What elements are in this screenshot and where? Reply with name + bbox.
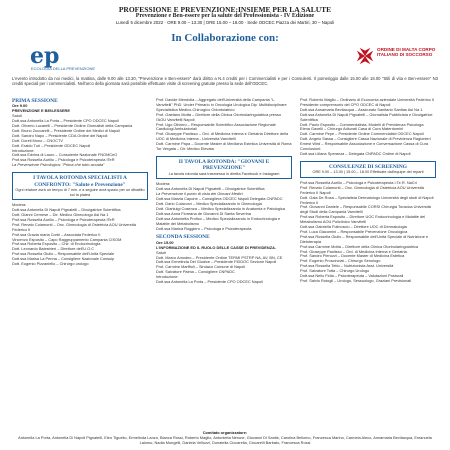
speaker: Dott. Leonardo Balestrieri – Direttore dell'U.O.C — [12, 246, 95, 252]
speaker: Ernest Wird – Responsabile Associazione e Conversazione Cassa di Cura — [300, 141, 429, 147]
ep-logo-subtitle: ECOLOGIA DELLA PREVENZIONE — [31, 66, 96, 71]
intro-paragraph: L'evento introdotto da noi medici, la mattina, dalle 9.00 alle 13.30, "Prevenzione e Ben-essere" darà diritto a N.4 crediti per i Commercialisti e per i Consulenti. Il pomeriggio dalle 15.00 alle 18.00 "Stili di vita e Ben-essere" N3 crediti speciali per i commercialisti. Nell'arco della giornata sarà possibile effettuare visite di screening gratuite presso la sede dell'ODCEC. — [12, 76, 438, 87]
roundtable-1-box — [12, 172, 148, 200]
speaker: Prof. Carmine Marffioli – Sindaco Comune di Napoli — [156, 264, 246, 270]
greetings-label: Saluti — [12, 113, 22, 119]
speaker: Elena Gavelli – Chirurgo Adiuvati Casa di Cura Materdomini — [300, 126, 404, 132]
event-subtitle: Prevenzione e Ben-essere per la salute del Professionista - IV Edizione — [135, 13, 315, 19]
speaker: Dott. Salvatore Palma – Consigliere CNPADC — [156, 269, 235, 275]
speaker: Dott.ssa Antonella La Porta – Presidente CPO ODCEC Napoli — [156, 279, 263, 285]
organizing-committee-label: Comitato organizzatore: — [202, 430, 248, 435]
malta-logo-text: ORDINE DI MALTA CORPO ITALIANO DI SOCCORSO — [377, 47, 436, 58]
speaker: Dott.ssa Annamaria Bevilacqua – Assicurato Sanitario Sanitas Asl Na 1 — [300, 106, 423, 112]
speaker: Prof.ssa Rossella Aurilio – Psicologa e Psicoterapeuta I.Te.R. NaCri — [300, 179, 417, 185]
first-session-title: PREVENZIONE E BEN-ESSERE — [12, 108, 70, 114]
column-right — [300, 98, 436, 284]
ordine-di-malta-logo — [356, 46, 444, 68]
first-session-time: Ore 9.00 — [12, 103, 28, 109]
speaker: Prof.ssa Rossella Tetto – Nutrizionista Asst. Università — [300, 263, 394, 269]
speaker: Prof. Giuseppe Paolisso – Ord. di Medicina Interna e Geriatria Direttore della UOC di Medicina Interna - Università Vanvitelli — [156, 131, 289, 142]
speaker: Dott. Paolo Esposito – Commercialista, Modelli di Previdenza Psicologa — [300, 121, 424, 127]
speaker: Dott.ssa Nello Fidia – Psicoterapeuta – Valutazioni Posturali — [300, 273, 404, 279]
event-date-venue: Lunedì 5 dicembre 2022 · ORE 9.00 – 13.30 | ORE 15.00 – 18.00 · Sede ODCEC Piazza dei Martiri, 30 – Napoli — [115, 20, 335, 25]
speaker: Prof. Salvatore Totta – Chirurgo Urologo — [300, 268, 370, 274]
speaker: Vincenzo Esposito – Capo Raggruppamento Campania CISOM — [12, 236, 122, 242]
speaker: Prof.ssa Rossella Aurilio – Psicologa e Psicoterapeuta ITeR — [12, 157, 115, 163]
moderator-label: Modera: — [156, 181, 171, 187]
speaker: Prof.ssa Roberta Esposito – Direttore UOC Endocrinologia e Malattie del Metabolismo AOU Policlinico Vanvitelli — [300, 214, 426, 225]
speaker: Prof. Renato Colamonti – Onc. Ginecologia di Ostetricia AOU Università Federico II — [12, 221, 136, 232]
speaker: Dott.ssa Anna Floreana de Giovanni Di Santa Severina — [156, 210, 251, 216]
collaboration-heading: In Collaborazione con: — [171, 32, 279, 44]
page-header — [0, 0, 450, 71]
speaker: Prof. Renato Colamonti – Onc. Ginecologia di Ostetricia AOU Università Federico II Napoli — [300, 184, 424, 195]
speaker: Dott.ssa Edvina di Lauro – Consulente Nazionale FNOMCeO — [12, 152, 118, 158]
speaker: Dott. Bruno Zuccarelli – Presidente Ordine dei Medici di Napoli — [12, 127, 120, 133]
second-session-heading: SECONDA SESSIONE — [156, 234, 210, 241]
maltese-cross-icon — [356, 46, 374, 66]
speaker: Dott.ssa Marica Ruggiero – Psicologa e Psicoterapeuta — [156, 225, 252, 231]
screening-box — [300, 161, 436, 178]
roundtable-2-note: La tavola rotonda sarà trasmessa in diretta Facebook e Instagram — [168, 171, 280, 176]
speaker: Dott. Gianluigi Cosenza – Medico Specializzando in Anatomia e Patologica — [156, 205, 285, 211]
speaker: Dott.ssa Ermelinda Del Giudice – Presidente FIDDOC Sezione Napoli — [156, 259, 277, 265]
speaker: Dott.ssa Antonietta Profico – Medico Specializzando in Endocrinologia e Malattie del Metabolismo — [156, 215, 281, 226]
introduction-label: Introduzione: — [156, 274, 179, 280]
talk-title: La Prevenzione Psicologica: "Prima che tutto accada" — [12, 162, 105, 168]
speaker: Dott.ssa Marzia Capone – Consigliera ODCEC Napoli Delegata CNPADC — [156, 196, 283, 202]
speaker: Dott. Carmine Papa – Docente Master di Medicina Estetica Università di Roma Tor Vergata – Dir. Medico Elevata — [156, 141, 292, 152]
speaker: Prof.ssa Rossella Giullo – Responsabile dell'Unità Speciale di Nutrizione e Dietoterapia — [300, 233, 429, 244]
first-session-heading: PRIMA SESSIONE — [12, 98, 58, 104]
organizing-committee-names: Antonella La Porta, Antonella Di Napoli Pignatelli, Eleo Tiguelio, Ermelinda Lanzo, Bianca Rossi, Roberto Maglio, Antonietta Nerone, Giovanni Di Santis, Carolina Bellomo, Francesca Marino, Carmela Aleco, Annamaria Bevilacqua, Emanuela Lalomo, Nadia Mongelli, Daniela Velluzzi, Donatella Ciccarella, Ciccarelli Barbato, Francesca Rossi — [18, 434, 432, 445]
speaker: Prof. Sandro Pieruzzi – Docente Master di Medicina Estetica — [300, 253, 405, 259]
ep-logo — [30, 43, 96, 71]
speaker: Prof. Giovanni Daniele – Responsabile CORSI Chirurgia Toracica Università degli Studi della Campania Vanvitelli — [300, 204, 431, 215]
speaker: Dott.ssa Liliana Speranza – Delegata CNPADC Ordine di Napoli — [300, 150, 411, 156]
speaker: Prof. Luca Giacomini – Responsabile Prevenzione Oncologica — [300, 228, 408, 234]
speaker: Prof. Ugo Oliviero – Responsabile Scientifico Associazione Regionale Cardiologi Ambulatoriali — [156, 121, 276, 132]
speaker: Dott. Sandro Napo – Presidente CDA Ordine dei Napoli — [12, 132, 108, 138]
speaker: Prof.ssa Rossella Giullo – Responsabile dell'Unità Speciale — [12, 251, 115, 257]
speaker: Prof.ssa Rossella Aurilio – Psicologa e Psicoterapeuta ITeR — [12, 216, 115, 222]
speaker: Prof.ssa Grazia maria Corbi – Associata Federico II — [12, 231, 101, 237]
second-session-time: Ore 15.00 — [156, 239, 174, 245]
speaker: Dott. Carmine Pepe – Presidente Ordine Commercialisti ODCEC Napoli — [300, 131, 424, 137]
screening-hours: ORE 9.00 – 13.30 | 15.00 – 18.00 Effettuate dall'equipe dei reparti — [312, 170, 424, 175]
roundtable-1-note: Ogni relatore avrà un tempo di 7 min. e a seguire avrà spazio per un dibattito sul la platea — [15, 188, 145, 197]
introduction-label: Introduzione: — [12, 147, 35, 153]
speaker: Dott.ssa Gabriella Folinoscio – Direttore UOC di Dermatologia — [300, 224, 407, 230]
speaker: Dott. Dario Colacurci – Medico Specializzando in Ginecologia — [156, 201, 262, 206]
speaker: Prof. Davide Mendolia – Aggregato dell'Università della Campania "L. Vanvitelli" PhD. Under Primario in Oncologia Urologica Dip. Multidisciplinare Specialistica Medico-Chirurgico Odontoiatrico — [156, 97, 287, 112]
column-middle — [156, 98, 292, 285]
speaker: Dott. Dorell Mono – CNOCTV — [12, 137, 64, 143]
talk-title: La Prevenzione il punto di vista dei Giovani Medici — [156, 191, 243, 197]
speaker: Prof. Eugenio Proscinciat – Chirurgo Senologo — [300, 258, 381, 264]
speaker: Dott.ssa Antonella La Porta – Presidente CPO ODCEC Napoli — [12, 118, 119, 124]
speaker: Dott. Eugenio Pizzaniello – Chirurgo urologo — [12, 261, 89, 267]
speaker: Dott.ssa Marisa La Penna – Consigliere Nazionale Consulp — [12, 256, 115, 262]
speaker: Dott. Gaia De Rosa – Specialista Dermatologo Università degli studi di Napoli Federico II — [300, 194, 434, 205]
event-title: PROFESSIONE E PREVENZIONE:INSIEME PER LA SALUTE — [118, 5, 332, 14]
speaker: Dott.ssa Antonella Di Napoli Pignatelli – Divulgatrice Scientifica — [156, 186, 265, 192]
greetings-label: Saluti — [156, 249, 166, 255]
speaker: Dott.ssa Antonella Di Napoli Pignatelli – Divulgatrice Scientifica — [12, 207, 121, 213]
column-left — [12, 98, 148, 267]
speaker: Dott. Gianni Cernese – Dir. Medico Ginecologo Asl Na 1 — [12, 212, 109, 217]
roundtable-1-title: I TAVOLA ROTONDA SPECIALISTI A CONFRONTO: "Salute e Prevenzione" — [33, 175, 127, 188]
roundtable-2-title: II TAVOLA ROTONDA: "GIOVANI E PREVENZIONE" — [178, 158, 270, 172]
speaker: Prof. Salvio Rotogli – Urologo, Sessuologo, Graziani Previsionali — [300, 278, 412, 283]
ep-logo-letters: ep — [30, 43, 60, 69]
speaker: Prof. Gaetano Motta – Direttore della Clinica Otorinolaringoiatrica presso l'AOU Vanvitelli Napoli — [156, 111, 281, 122]
speaker: Prof.ssa Roberta Esposito – Chir. di Endocrinologia — [12, 241, 101, 247]
speaker: Dott. Angelo Sassa – Consigliere Cassa Nazionale di Previdenza Ragionieri — [300, 136, 431, 142]
organizing-committee — [12, 431, 438, 445]
speaker: Prof. Roberto Maglio – Ordinario di Economia aziendale Università Federico II Presidente comprensorio del CPO ODCEC di Napoli — [300, 97, 435, 107]
speaker: Dott. Oliverio Lucarelli – Presidente Ordine Giornalisti della Campania — [12, 123, 133, 129]
moderator-label: Modera: — [12, 202, 27, 208]
speaker: Prof. Giuseppe Paolisso – Ord. di Medicina Interna e Geriatria — [300, 248, 407, 254]
speaker: Prof.ssa Carmine Motta – Direttore della Clinica Otorinolaringoiatrica — [300, 243, 419, 249]
conclusions-label: Conclusioni: — [300, 146, 322, 152]
screening-title: CONSULENZE DI SCREENING — [329, 163, 407, 170]
speaker: Dott. Marco Amodeo – Presidente Ordine TERMI PSTRP NA, AV, BN, CE — [156, 254, 283, 260]
roundtable-2-box — [156, 156, 292, 179]
second-session-title: L'INFORMAZIONE ED IL RUOLO DELLE CASSE DI PREVIDENZA. — [156, 244, 276, 250]
speaker: Dott.ssa Antonella Di Napoli Pignatelli – Giornalista Pubblicista e Divulgatrice Scientifica — [300, 111, 433, 122]
speaker: Dott. Eraldo Turi – Presidente ODCEC Napoli — [12, 142, 91, 148]
